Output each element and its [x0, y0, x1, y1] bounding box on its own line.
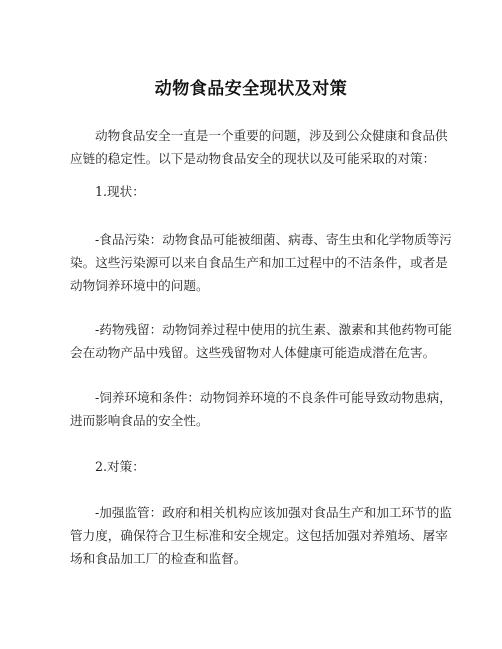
- paragraph-line: 场和食品加工厂的检查和监督。: [70, 551, 247, 566]
- paragraph-line: -加强监管：政府和相关机构应该加强对食品生产和加工环节的监: [95, 505, 452, 520]
- paragraph-line: -药物残留：动物饲养过程中使用的抗生素、激素和其他药物可能: [95, 322, 452, 337]
- paragraph-line: -饲养环境和条件：动物饲养环境的不良条件可能导致动物患病，: [95, 390, 452, 405]
- paragraph-line: 动物食品安全一直是一个重要的问题，涉及到公众健康和食品供: [95, 128, 448, 143]
- paragraph-feeding-environment: [70, 386, 452, 432]
- paragraph-drug-residues: [70, 318, 452, 364]
- paragraph-line: 会在动物产品中残留。这些残留物对人体健康可能造成潜在危害。: [70, 345, 436, 360]
- document-title: 动物食品安全现状及对策: [154, 79, 348, 99]
- paragraph-line: -食品污染：动物食品可能被细菌、病毒、寄生虫和化学物质等污: [95, 232, 452, 247]
- section-heading-current-status: [70, 180, 430, 203]
- paragraph-line: 染。这些污染源可以来自食品生产和加工过程中的不洁条件，或者是: [70, 255, 448, 270]
- paragraph-line: 管力度，确保符合卫生标准和安全规定。这包括加强对养殖场、屠宰: [70, 528, 448, 543]
- paragraph-line: 进而影响食品的安全性。: [70, 413, 209, 428]
- paragraph-food-contamination: [70, 228, 452, 297]
- intro-paragraph: [70, 124, 448, 170]
- paragraph-line: 动物饲养环境中的问题。: [70, 278, 209, 293]
- paragraph-line: 2.对策：: [95, 459, 145, 474]
- paragraph-line: 应链的稳定性。以下是动物食品安全的现状以及可能采取的对策：: [70, 151, 436, 166]
- section-heading-countermeasures: [70, 455, 430, 478]
- paragraph-strengthen-supervision: [70, 501, 452, 570]
- paragraph-line: 1.现状：: [95, 184, 145, 199]
